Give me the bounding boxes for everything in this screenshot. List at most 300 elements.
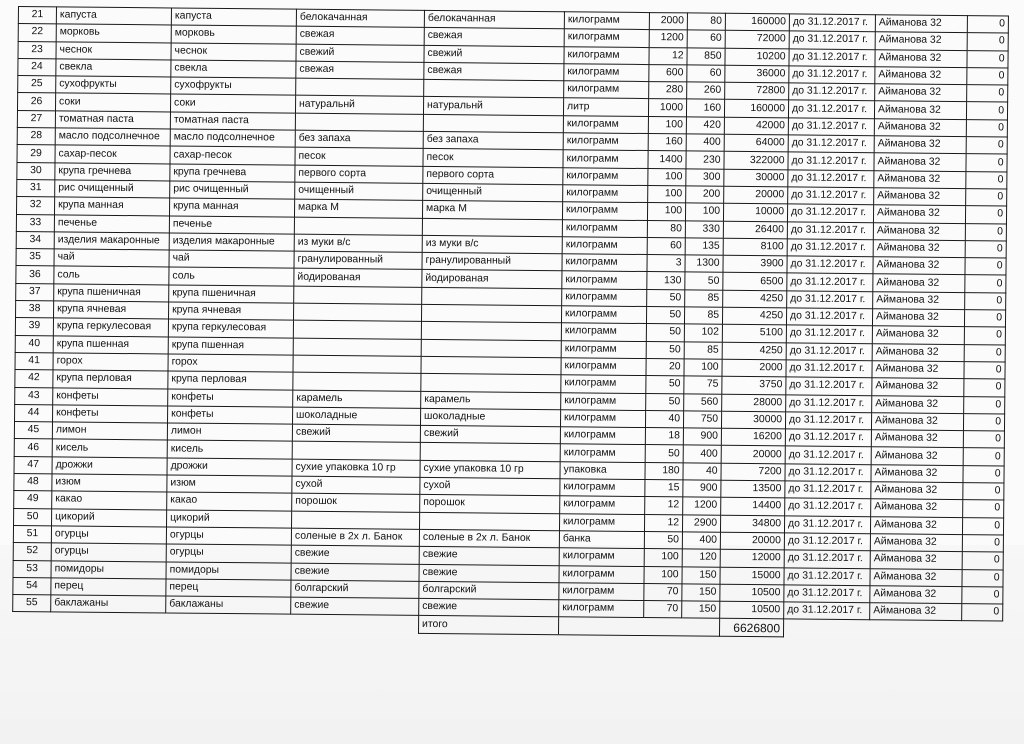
product-name-duplicate-cell: крупа гречнева xyxy=(170,164,295,182)
product-name-duplicate-cell: крупа пшенная xyxy=(168,337,293,355)
delivery-address-cell: Айманова 32 xyxy=(875,15,967,33)
unit-price-cell: 100 xyxy=(685,203,723,221)
row-number-cell: 27 xyxy=(17,110,55,128)
product-characteristic-duplicate-cell: сухой xyxy=(420,477,560,496)
unit-of-measure-cell: килограмм xyxy=(561,340,646,358)
delivery-address-cell: Айманова 32 xyxy=(873,222,965,240)
unit-price-cell: 102 xyxy=(684,324,722,342)
product-name-cell: капуста xyxy=(56,7,171,25)
unit-price-cell: 2900 xyxy=(682,515,720,533)
unit-of-measure-cell: килограмм xyxy=(559,548,644,566)
row-number-cell: 21 xyxy=(18,7,56,25)
delivery-term-cell: до 31.12.2017 г. xyxy=(784,550,870,568)
quantity-cell: 160 xyxy=(648,134,686,152)
delivery-term-cell: до 31.12.2017 г. xyxy=(788,100,874,118)
quantity-cell: 18 xyxy=(645,428,683,446)
line-sum-cell: 6500 xyxy=(723,273,787,291)
advance-percent-cell: 0 xyxy=(965,240,1006,258)
product-characteristic-cell xyxy=(293,372,421,391)
delivery-term-cell: до 31.12.2017 г. xyxy=(787,291,873,309)
unit-of-measure-cell: килограмм xyxy=(561,323,646,341)
product-characteristic-duplicate-cell: свежие xyxy=(419,564,559,583)
product-name-cell: какао xyxy=(52,491,167,509)
unit-price-cell: 400 xyxy=(682,532,720,550)
quantity-cell: 20 xyxy=(646,358,684,376)
unit-price-cell: 50 xyxy=(685,272,723,290)
delivery-address-cell: Айманова 32 xyxy=(870,534,962,552)
product-name-cell: горох xyxy=(53,353,168,371)
unit-price-cell: 400 xyxy=(686,134,724,152)
product-name-duplicate-cell: крупа ячневая xyxy=(168,302,293,320)
product-name-duplicate-cell: цикорий xyxy=(167,510,292,528)
unit-price-cell: 900 xyxy=(683,480,721,498)
row-number-cell: 32 xyxy=(17,197,55,215)
product-name-cell: морковь xyxy=(56,24,171,42)
product-name-cell: лимон xyxy=(52,422,167,440)
advance-percent-cell: 0 xyxy=(962,534,1003,552)
product-characteristic-cell xyxy=(295,113,423,132)
product-name-duplicate-cell: крупа пшеничная xyxy=(169,285,294,303)
product-characteristic-duplicate-cell: шоколадные xyxy=(420,408,560,427)
product-name-cell: крупа гречнева xyxy=(55,163,170,181)
product-name-duplicate-cell: чеснок xyxy=(171,43,296,61)
product-characteristic-duplicate-cell xyxy=(422,287,562,306)
advance-percent-cell: 0 xyxy=(965,275,1006,293)
product-name-duplicate-cell: изделия макаронные xyxy=(169,233,294,251)
advance-percent-cell: 0 xyxy=(967,33,1008,51)
advance-percent-cell: 0 xyxy=(965,206,1006,224)
product-characteristic-duplicate-cell xyxy=(421,356,561,375)
product-characteristic-cell: белокачанная xyxy=(296,9,424,28)
delivery-term-cell: до 31.12.2017 г. xyxy=(784,515,870,533)
unit-of-measure-cell: килограмм xyxy=(559,600,644,618)
line-sum-cell: 10200 xyxy=(725,48,789,66)
delivery-address-cell: Айманова 32 xyxy=(873,257,965,275)
quantity-cell: 50 xyxy=(645,445,683,463)
delivery-address-cell: Айманова 32 xyxy=(871,482,963,500)
line-sum-cell: 10500 xyxy=(720,584,784,602)
product-characteristic-duplicate-cell: свежий xyxy=(424,45,564,64)
advance-percent-cell: 0 xyxy=(966,171,1007,189)
product-name-cell: соки xyxy=(55,93,170,111)
delivery-address-cell: Айманова 32 xyxy=(870,603,962,621)
row-number-cell: 39 xyxy=(15,318,53,336)
product-name-cell: цикорий xyxy=(52,508,167,526)
unit-of-measure-cell: килограмм xyxy=(560,444,645,462)
row-number-cell: 54 xyxy=(13,577,51,595)
product-characteristic-duplicate-cell xyxy=(420,443,560,462)
advance-percent-cell: 0 xyxy=(963,500,1004,518)
delivery-address-cell: Айманова 32 xyxy=(870,516,962,534)
product-characteristic-duplicate-cell: свежие xyxy=(419,598,559,617)
row-number-cell: 46 xyxy=(14,439,52,457)
quantity-cell: 100 xyxy=(647,203,685,221)
line-sum-cell: 72000 xyxy=(725,31,789,49)
unit-of-measure-cell: килограмм xyxy=(562,288,647,306)
product-characteristic-cell: порошок xyxy=(292,493,420,512)
product-name-duplicate-cell: чай xyxy=(169,250,294,268)
row-number-cell: 28 xyxy=(17,128,55,146)
line-sum-cell: 10000 xyxy=(723,204,787,222)
product-characteristic-cell xyxy=(296,78,424,97)
line-sum-cell: 10500 xyxy=(720,601,784,619)
quantity-cell: 50 xyxy=(646,376,684,394)
delivery-address-cell: Айманова 32 xyxy=(874,136,966,154)
row-number-cell: 42 xyxy=(15,370,53,388)
unit-price-cell: 300 xyxy=(686,169,724,187)
product-characteristic-cell: свежий xyxy=(292,424,420,443)
delivery-address-cell: Айманова 32 xyxy=(872,343,964,361)
unit-price-cell: 85 xyxy=(684,342,722,360)
line-sum-cell: 20000 xyxy=(720,532,784,550)
product-name-cell: крупа пшеничная xyxy=(54,284,169,302)
product-name-duplicate-cell: соль xyxy=(169,267,294,285)
product-characteristic-duplicate-cell: белокачанная xyxy=(424,10,564,29)
unit-of-measure-cell: килограмм xyxy=(561,358,646,376)
advance-percent-cell: 0 xyxy=(964,327,1005,345)
unit-of-measure-cell: килограмм xyxy=(562,254,647,272)
product-characteristic-duplicate-cell xyxy=(424,80,564,99)
advance-percent-cell: 0 xyxy=(966,154,1007,172)
unit-price-cell: 260 xyxy=(687,82,725,100)
product-name-cell: крупа пшенная xyxy=(53,335,168,353)
product-name-cell: сухофрукты xyxy=(56,76,171,94)
product-characteristic-duplicate-cell: натуральнй xyxy=(423,97,563,116)
delivery-term-cell: до 31.12.2017 г. xyxy=(785,481,871,499)
row-number-cell: 55 xyxy=(13,595,51,613)
delivery-term-cell: до 31.12.2017 г. xyxy=(784,585,870,603)
total-label: итого xyxy=(418,616,558,635)
product-characteristic-duplicate-cell: свежая xyxy=(424,28,564,47)
quantity-cell: 40 xyxy=(645,410,683,428)
unit-price-cell: 100 xyxy=(684,359,722,377)
unit-of-measure-cell: килограмм xyxy=(563,133,648,151)
product-name-cell: кисель xyxy=(52,439,167,457)
delivery-term-cell: до 31.12.2017 г. xyxy=(789,48,875,66)
product-name-cell: дрожжи xyxy=(52,457,167,475)
row-number-cell: 41 xyxy=(15,352,53,370)
quantity-cell: 280 xyxy=(649,82,687,100)
unit-of-measure-cell: килограмм xyxy=(564,12,649,30)
unit-price-cell: 200 xyxy=(686,186,724,204)
advance-percent-cell: 0 xyxy=(964,344,1005,362)
product-characteristic-duplicate-cell: первого сорта xyxy=(423,166,563,185)
unit-of-measure-cell: килограмм xyxy=(560,427,645,445)
advance-percent-cell: 0 xyxy=(966,102,1007,120)
delivery-term-cell: до 31.12.2017 г. xyxy=(786,343,872,361)
product-characteristic-cell xyxy=(294,217,422,236)
quantity-cell: 1400 xyxy=(648,151,686,169)
delivery-term-cell: до 31.12.2017 г. xyxy=(786,377,872,395)
product-characteristic-cell: йодированая xyxy=(294,269,422,288)
product-name-duplicate-cell: крупа перловая xyxy=(168,371,293,389)
delivery-address-cell: Айманова 32 xyxy=(871,464,963,482)
unit-price-cell: 230 xyxy=(686,151,724,169)
product-name-duplicate-cell: соки xyxy=(170,94,295,112)
delivery-address-cell: Айманова 32 xyxy=(874,119,966,137)
quantity-cell: 130 xyxy=(647,272,685,290)
delivery-address-cell: Айманова 32 xyxy=(874,101,966,119)
quantity-cell: 12 xyxy=(649,47,687,65)
product-characteristic-duplicate-cell: очищенный xyxy=(423,183,563,202)
product-name-duplicate-cell: конфеты xyxy=(168,406,293,424)
delivery-term-cell: до 31.12.2017 г. xyxy=(787,273,873,291)
quantity-cell: 80 xyxy=(647,220,685,238)
delivery-term-cell: до 31.12.2017 г. xyxy=(789,14,875,32)
product-characteristic-cell: песок xyxy=(295,148,423,167)
unit-of-measure-cell: килограмм xyxy=(563,167,648,185)
product-name-duplicate-cell: морковь xyxy=(171,25,296,43)
product-characteristic-cell: свежие xyxy=(291,597,419,616)
product-name-duplicate-cell: крупа геркулесовая xyxy=(168,319,293,337)
row-number-cell: 29 xyxy=(17,145,55,163)
product-characteristic-cell: марка М xyxy=(294,199,422,218)
delivery-term-cell: до 31.12.2017 г. xyxy=(784,602,870,620)
line-sum-cell: 20000 xyxy=(721,446,785,464)
row-number-cell: 38 xyxy=(16,301,54,319)
delivery-term-cell: до 31.12.2017 г. xyxy=(786,325,872,343)
unit-price-cell: 900 xyxy=(683,428,721,446)
delivery-term-cell: до 31.12.2017 г. xyxy=(786,394,872,412)
total-value: 6626800 xyxy=(719,619,783,637)
product-name-cell: печенье xyxy=(54,214,169,232)
product-characteristic-duplicate-cell: свежий xyxy=(420,426,560,445)
line-sum-cell: 12000 xyxy=(720,549,784,567)
line-sum-cell: 160000 xyxy=(725,13,789,31)
product-name-cell: крупа ячневая xyxy=(54,301,169,319)
product-characteristic-duplicate-cell xyxy=(423,114,563,133)
line-sum-cell: 28000 xyxy=(722,394,786,412)
unit-of-measure-cell: килограмм xyxy=(562,202,647,220)
unit-of-measure-cell: килограмм xyxy=(563,116,648,134)
product-characteristic-duplicate-cell: песок xyxy=(423,149,563,168)
product-name-cell: огурцы xyxy=(51,526,166,544)
unit-of-measure-cell: килограмм xyxy=(562,271,647,289)
unit-price-cell: 750 xyxy=(683,411,721,429)
procurement-table xyxy=(12,6,1009,639)
product-characteristic-cell: карамель xyxy=(293,390,421,409)
row-number-cell: 30 xyxy=(17,162,55,180)
product-characteristic-duplicate-cell: свежие xyxy=(419,547,559,566)
delivery-address-cell: Айманова 32 xyxy=(874,188,966,206)
delivery-address-cell: Айманова 32 xyxy=(873,240,965,258)
product-name-cell: баклажаны xyxy=(51,595,166,613)
quantity-cell: 100 xyxy=(648,168,686,186)
product-name-duplicate-cell: конфеты xyxy=(168,388,293,406)
line-sum-cell: 4250 xyxy=(723,290,787,308)
quantity-cell: 1200 xyxy=(649,30,687,48)
product-characteristic-cell: свежие xyxy=(291,563,419,582)
row-number-cell: 26 xyxy=(17,93,55,111)
product-name-cell: чеснок xyxy=(56,41,171,59)
delivery-address-cell: Айманова 32 xyxy=(873,291,965,309)
line-sum-cell: 20000 xyxy=(724,186,788,204)
product-characteristic-cell: свежая xyxy=(296,61,424,80)
product-characteristic-cell: без запаха xyxy=(295,130,423,149)
product-characteristic-cell xyxy=(293,355,421,374)
product-name-duplicate-cell: сухофрукты xyxy=(171,77,296,95)
quantity-cell: 100 xyxy=(644,566,682,584)
unit-price-cell: 60 xyxy=(687,30,725,48)
product-name-cell: свекла xyxy=(56,59,171,77)
delivery-address-cell: Айманова 32 xyxy=(871,413,963,431)
advance-percent-cell: 0 xyxy=(965,223,1006,241)
advance-percent-cell: 0 xyxy=(964,310,1005,328)
product-name-cell: масло подсолнечное xyxy=(55,128,170,146)
product-name-cell: рис очищенный xyxy=(55,180,170,198)
product-name-duplicate-cell: лимон xyxy=(167,423,292,441)
product-name-duplicate-cell: свекла xyxy=(171,60,296,78)
product-name-duplicate-cell: кисель xyxy=(167,440,292,458)
product-characteristic-cell: свежие xyxy=(291,545,419,564)
delivery-address-cell: Айманова 32 xyxy=(872,395,964,413)
unit-price-cell: 560 xyxy=(684,393,722,411)
unit-price-cell: 330 xyxy=(685,220,723,238)
product-name-duplicate-cell: масло подсолнечное xyxy=(170,129,295,147)
quantity-cell: 180 xyxy=(645,462,683,480)
advance-percent-cell: 0 xyxy=(966,119,1007,137)
advance-percent-cell: 0 xyxy=(964,379,1005,397)
unit-of-measure-cell: килограмм xyxy=(564,46,649,64)
row-number-cell: 23 xyxy=(18,41,56,59)
line-sum-cell: 30000 xyxy=(721,411,785,429)
unit-of-measure-cell: килограмм xyxy=(564,29,649,47)
product-name-duplicate-cell: крупа манная xyxy=(169,198,294,216)
unit-price-cell: 400 xyxy=(683,445,721,463)
product-characteristic-duplicate-cell xyxy=(421,304,561,323)
delivery-term-cell: до 31.12.2017 г. xyxy=(787,239,873,257)
product-characteristic-cell xyxy=(292,442,420,461)
product-characteristic-duplicate-cell xyxy=(421,322,561,341)
unit-of-measure-cell: килограмм xyxy=(559,583,644,601)
line-sum-cell: 7200 xyxy=(721,463,785,481)
product-characteristic-cell xyxy=(293,303,421,322)
product-characteristic-cell xyxy=(294,286,422,305)
unit-of-measure-cell: упаковка xyxy=(560,461,645,479)
delivery-address-cell: Айманова 32 xyxy=(870,586,962,604)
unit-of-measure-cell: литр xyxy=(563,98,648,116)
product-characteristic-duplicate-cell xyxy=(421,339,561,358)
product-characteristic-duplicate-cell xyxy=(422,218,562,237)
product-name-duplicate-cell: томатная паста xyxy=(170,112,295,130)
product-characteristic-cell xyxy=(293,321,421,340)
unit-price-cell: 85 xyxy=(684,307,722,325)
product-characteristic-duplicate-cell: гранулированный xyxy=(422,253,562,272)
total-row-blank xyxy=(13,612,419,633)
delivery-address-cell: Айманова 32 xyxy=(875,67,967,85)
line-sum-cell: 42000 xyxy=(724,117,788,135)
advance-percent-cell: 0 xyxy=(967,16,1008,34)
line-sum-cell: 72800 xyxy=(725,82,789,100)
row-number-cell: 37 xyxy=(16,283,54,301)
line-sum-cell: 2000 xyxy=(722,359,786,377)
advance-percent-cell: 0 xyxy=(964,396,1005,414)
product-characteristic-cell: очищенный xyxy=(295,182,423,201)
row-number-cell: 34 xyxy=(16,231,54,249)
advance-percent-cell: 0 xyxy=(966,189,1007,207)
line-sum-cell: 30000 xyxy=(724,169,788,187)
product-name-cell: перец xyxy=(51,578,166,596)
line-sum-cell: 13500 xyxy=(721,480,785,498)
quantity-cell: 70 xyxy=(644,601,682,619)
delivery-address-cell: Айманова 32 xyxy=(874,170,966,188)
unit-of-measure-cell: килограмм xyxy=(563,150,648,168)
product-characteristic-cell: соленые в 2х л. Банок xyxy=(291,528,419,547)
product-name-duplicate-cell: помидоры xyxy=(166,561,291,579)
product-characteristic-cell: первого сорта xyxy=(295,165,423,184)
product-name-duplicate-cell: какао xyxy=(167,492,292,510)
unit-of-measure-cell: килограмм xyxy=(561,392,646,410)
delivery-term-cell: до 31.12.2017 г. xyxy=(784,533,870,551)
product-name-cell: конфеты xyxy=(53,405,168,423)
product-characteristic-duplicate-cell: карамель xyxy=(421,391,561,410)
quantity-cell: 50 xyxy=(646,393,684,411)
product-characteristic-duplicate-cell xyxy=(421,374,561,393)
delivery-address-cell: Айманова 32 xyxy=(871,430,963,448)
advance-percent-cell: 0 xyxy=(962,517,1003,535)
advance-percent-cell: 0 xyxy=(967,68,1008,86)
product-name-duplicate-cell: печенье xyxy=(169,216,294,234)
advance-percent-cell: 0 xyxy=(965,292,1006,310)
product-characteristic-duplicate-cell: из муки в/с xyxy=(422,235,562,254)
product-name-cell: чай xyxy=(54,249,169,267)
quantity-cell: 12 xyxy=(645,497,683,515)
unit-price-cell: 150 xyxy=(682,566,720,584)
unit-price-cell: 120 xyxy=(682,549,720,567)
unit-price-cell: 135 xyxy=(685,238,723,256)
line-sum-cell: 36000 xyxy=(725,65,789,83)
product-name-duplicate-cell: огурцы xyxy=(166,544,291,562)
product-characteristic-cell: сухие упаковка 10 гр xyxy=(292,459,420,478)
delivery-address-cell: Айманова 32 xyxy=(875,32,967,50)
line-sum-cell: 14400 xyxy=(721,498,785,516)
product-characteristic-duplicate-cell: йодированая xyxy=(422,270,562,289)
delivery-term-cell: до 31.12.2017 г. xyxy=(785,498,871,516)
table-body xyxy=(13,7,1009,639)
unit-of-measure-cell: килограмм xyxy=(559,513,644,531)
total-row-tail xyxy=(783,619,1002,638)
product-characteristic-duplicate-cell: соленые в 2х л. Банок xyxy=(419,529,559,548)
advance-percent-cell: 0 xyxy=(966,137,1007,155)
product-name-cell: крупа перловая xyxy=(53,370,168,388)
product-characteristic-cell: гранулированный xyxy=(294,251,422,270)
total-row-gap xyxy=(558,617,719,636)
unit-of-measure-cell: килограмм xyxy=(560,496,645,514)
line-sum-cell: 26400 xyxy=(723,221,787,239)
product-name-cell: соль xyxy=(54,266,169,284)
unit-price-cell: 150 xyxy=(682,584,720,602)
delivery-address-cell: Айманова 32 xyxy=(873,274,965,292)
row-number-cell: 44 xyxy=(15,404,53,422)
row-number-cell: 33 xyxy=(16,214,54,232)
quantity-cell: 50 xyxy=(647,289,685,307)
unit-price-cell: 850 xyxy=(687,48,725,66)
quantity-cell: 60 xyxy=(647,237,685,255)
delivery-term-cell: до 31.12.2017 г. xyxy=(784,567,870,585)
unit-of-measure-cell: килограмм xyxy=(559,565,644,583)
quantity-cell: 1000 xyxy=(648,99,686,117)
delivery-term-cell: до 31.12.2017 г. xyxy=(785,412,871,430)
product-characteristic-duplicate-cell: марка М xyxy=(422,201,562,220)
line-sum-cell: 34800 xyxy=(720,515,784,533)
advance-percent-cell: 0 xyxy=(963,448,1004,466)
delivery-term-cell: до 31.12.2017 г. xyxy=(787,256,873,274)
quantity-cell: 50 xyxy=(644,531,682,549)
delivery-term-cell: до 31.12.2017 г. xyxy=(787,221,873,239)
advance-percent-cell: 0 xyxy=(967,50,1008,68)
unit-price-cell: 40 xyxy=(683,463,721,481)
advance-percent-cell: 0 xyxy=(963,483,1004,501)
